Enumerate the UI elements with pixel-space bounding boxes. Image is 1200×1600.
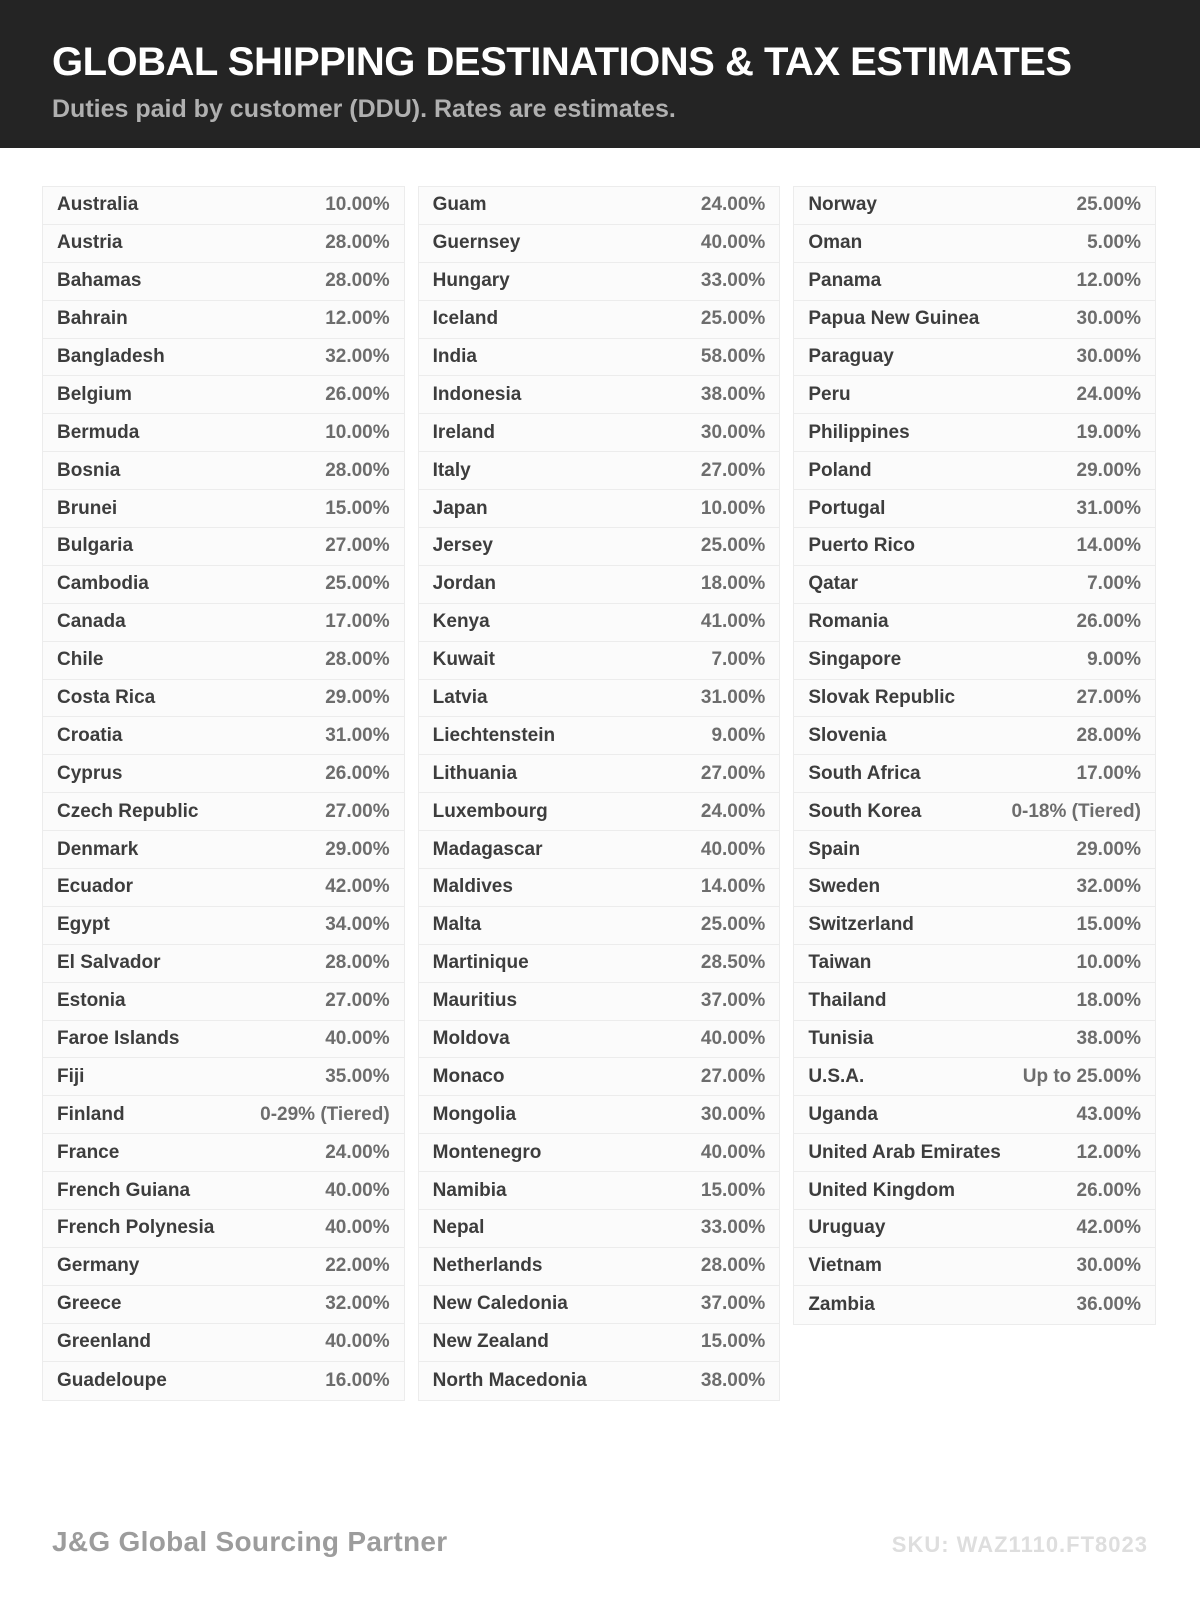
country-name: U.S.A. [808,1065,865,1087]
table-row [43,869,404,907]
table-row [419,869,780,907]
table-row [794,263,1155,301]
country-name: Czech Republic [57,800,199,822]
tax-rate: 12.00% [1076,1141,1141,1163]
table-row [43,831,404,869]
tax-rate: 37.00% [700,1293,766,1315]
table-row [419,452,780,490]
table-row [419,414,780,452]
country-name: Ecuador [57,876,134,898]
country-name: Bahamas [57,270,142,292]
tax-rate: 32.00% [1076,876,1141,898]
table-row [794,225,1155,263]
tax-rate: 34.00% [325,914,390,936]
country-name: Uruguay [808,1217,886,1239]
tax-rate: 40.00% [325,1179,390,1201]
tax-rate: 15.00% [1076,914,1141,936]
table-row [794,490,1155,528]
tax-rate: 7.00% [711,649,766,671]
tax-rate: 29.00% [1076,459,1141,481]
tax-rate: 28.00% [1076,724,1141,746]
tax-rate: 25.00% [700,535,766,557]
country-name: Italy [432,459,471,481]
tax-rate: 12.00% [325,308,390,330]
country-name: India [432,346,477,367]
table-row [794,831,1155,869]
country-name: Cambodia [57,573,149,595]
country-name: Guernsey [432,232,521,254]
table-row [419,225,780,263]
country-name: Romania [808,611,889,633]
country-name: Bahrain [57,308,128,330]
tax-rate: 31.00% [325,724,390,746]
country-name: Mongolia [432,1103,517,1125]
table-row [43,604,404,642]
table-row [794,604,1155,642]
country-name: Egypt [57,914,110,936]
country-name: Ireland [432,421,495,443]
table-row [419,1286,780,1324]
tax-rate: 25.00% [700,308,766,330]
table-row [794,1058,1155,1096]
country-name: Moldova [432,1028,510,1050]
country-name: Namibia [432,1179,507,1201]
country-name: Germany [57,1255,140,1277]
tax-rate: 25.00% [325,573,390,595]
tax-rate: 25.00% [700,914,766,936]
country-name: Liechtenstein [432,724,556,746]
table-row [794,1210,1155,1248]
table-row [794,755,1155,793]
table-row [794,1248,1155,1286]
tax-rate: 28.00% [325,649,390,671]
tax-rate: 30.00% [700,1103,766,1125]
table-row [419,907,780,945]
table-row [794,1021,1155,1059]
tax-rate: 10.00% [700,497,766,519]
country-name: Fiji [57,1065,85,1087]
tax-rate: 15.00% [700,1331,766,1353]
country-name: Malta [432,914,482,936]
table-row [43,717,404,755]
tax-rate: 10.00% [325,194,390,216]
tax-rate: 42.00% [1076,1217,1141,1239]
tax-rate: 26.00% [325,762,390,784]
tax-rate: 58.00% [700,346,766,367]
country-name: Vietnam [808,1255,882,1277]
tax-rate: 15.00% [325,497,390,519]
table-row [43,452,404,490]
tax-rate: 40.00% [700,838,766,860]
tax-rate: Up to 25.00% [1022,1065,1141,1087]
tax-rate: 24.00% [325,1141,390,1163]
tax-rate: 26.00% [1076,1179,1141,1201]
table-row [43,566,404,604]
table-row [419,490,780,528]
table-row [419,1362,780,1400]
table-row [794,907,1155,945]
table-row [419,642,780,680]
table-row [794,1096,1155,1134]
country-name: Costa Rica [57,687,156,709]
table-row [794,793,1155,831]
country-name: Indonesia [432,383,522,405]
table-row [43,1096,404,1134]
country-name: French Polynesia [57,1217,215,1239]
country-name: New Caledonia [432,1293,568,1315]
table-row [794,945,1155,983]
tax-rate: 24.00% [1076,383,1141,405]
tax-rate: 28.00% [325,232,390,254]
table-row [419,717,780,755]
country-name: Jordan [432,573,497,595]
table-row [794,452,1155,490]
country-name: Norway [808,194,877,216]
tax-rate: 33.00% [700,270,766,292]
table-row [419,528,780,566]
tax-rate: 27.00% [325,990,390,1012]
tax-rate: 28.00% [325,459,390,481]
tax-rate: 30.00% [1076,346,1141,367]
tax-rate: 27.00% [1076,687,1141,709]
country-name: Taiwan [808,952,872,974]
table-row [794,339,1155,377]
country-name: Bosnia [57,459,121,481]
table-row [43,1324,404,1362]
country-name: Estonia [57,990,126,1012]
table-row [419,1172,780,1210]
tax-rate: 41.00% [700,611,766,633]
tax-rate: 26.00% [1076,611,1141,633]
tax-rate: 38.00% [700,383,766,405]
country-name: Luxembourg [432,800,548,822]
country-name: Monaco [432,1065,505,1087]
country-name: Netherlands [432,1255,543,1277]
table-row [794,187,1155,225]
table-row [419,831,780,869]
table-row [419,983,780,1021]
table-row [43,1021,404,1059]
table-row [419,566,780,604]
country-name: Madagascar [432,838,543,860]
table-row [419,1021,780,1059]
tax-rate: 42.00% [325,876,390,898]
table-row [43,414,404,452]
tax-rate: 5.00% [1087,232,1141,254]
tax-rate: 22.00% [325,1255,390,1277]
tax-rate: 27.00% [700,762,766,784]
table-row [43,528,404,566]
tax-rate: 40.00% [325,1028,390,1050]
tax-rate: 18.00% [700,573,766,595]
tax-rate: 10.00% [1076,952,1141,974]
tax-rate: 29.00% [325,687,390,709]
table-row [419,680,780,718]
table-row [419,755,780,793]
table-row [43,225,404,263]
country-name: Finland [57,1103,125,1125]
country-name: Martinique [432,952,529,974]
table-row [794,1172,1155,1210]
country-name: Zambia [808,1293,875,1315]
country-name: Japan [432,497,488,519]
tax-rate: 40.00% [700,1141,766,1163]
tax-rate: 25.00% [1076,194,1141,216]
footer [0,1526,1200,1600]
country-name: Thailand [808,990,887,1012]
table-row [43,945,404,983]
table-row [43,339,404,377]
tax-rate: 15.00% [700,1179,766,1201]
table-row [794,1286,1155,1324]
country-name: Sweden [808,876,881,898]
table-row [43,642,404,680]
tax-rate: 10.00% [325,421,390,443]
sku-label: SKU: WAZ1110.FT8023 [891,1532,1148,1557]
tax-rate: 7.00% [1087,573,1141,595]
country-name: South Africa [808,762,921,784]
table-row [43,1210,404,1248]
country-name: France [57,1141,120,1163]
country-name: Singapore [808,649,902,671]
tax-rate: 33.00% [700,1217,766,1239]
tax-rate: 35.00% [325,1065,390,1087]
tax-rate: 28.00% [325,952,390,974]
table-row [419,945,780,983]
country-name: Bulgaria [57,535,134,557]
tax-rate: 37.00% [700,990,766,1012]
table-row [43,793,404,831]
country-name: Maldives [432,876,513,898]
country-name: United Kingdom [808,1179,956,1201]
table-row [419,1210,780,1248]
country-name: Nepal [432,1217,485,1239]
country-name: Paraguay [808,346,894,367]
country-name: Kenya [432,611,490,633]
country-name: French Guiana [57,1179,191,1201]
tax-rate: 0-18% (Tiered) [1011,800,1141,822]
tax-rate: 18.00% [1076,990,1141,1012]
tax-rate: 17.00% [1076,762,1141,784]
country-name: Peru [808,383,851,405]
tax-rate: 0-29% (Tiered) [260,1103,390,1125]
table-row [419,1248,780,1286]
country-name: Guadeloupe [57,1369,167,1391]
country-name: Qatar [808,573,858,595]
country-name: Tunisia [808,1028,874,1050]
country-name: Greece [57,1293,122,1315]
country-name: Lithuania [432,762,518,784]
country-name: Oman [808,232,863,254]
tax-rate: 29.00% [325,838,390,860]
country-name: Mauritius [432,990,518,1012]
country-name: Montenegro [432,1141,542,1163]
tax-rate: 38.00% [700,1369,766,1391]
country-name: Guam [432,194,487,216]
tax-table [42,186,1156,1401]
table-row [794,642,1155,680]
country-name: Uganda [808,1103,879,1125]
table-row [43,983,404,1021]
table-row [43,187,404,225]
table-row [43,301,404,339]
tax-rate: 26.00% [325,383,390,405]
country-name: Slovak Republic [808,687,956,709]
country-name: Greenland [57,1331,151,1353]
country-name: Australia [57,194,139,216]
table-row [794,301,1155,339]
country-name: Canada [57,611,126,633]
tax-table-column-3 [793,186,1156,1325]
table-row [419,339,780,377]
tax-rate: 28.50% [700,952,766,974]
country-name: Cyprus [57,762,123,784]
tax-rate: 27.00% [700,1065,766,1087]
table-row [419,376,780,414]
country-name: North Macedonia [432,1369,587,1391]
tax-rate: 24.00% [700,800,766,822]
tax-rate: 32.00% [325,1293,390,1315]
table-row [794,376,1155,414]
country-name: Croatia [57,724,123,746]
brand-name: J&G Global Sourcing Partner [52,1526,448,1557]
table-row [419,1324,780,1362]
table-row [419,1134,780,1172]
country-name: Chile [57,649,104,671]
tax-rate: 28.00% [325,270,390,292]
tax-rate: 9.00% [1087,649,1141,671]
country-name: Panama [808,270,882,292]
table-row [794,566,1155,604]
table-row [419,793,780,831]
table-row [419,301,780,339]
header-banner [0,0,1200,148]
table-row [43,1286,404,1324]
country-name: Slovenia [808,724,887,746]
country-name: Hungary [432,270,510,292]
tax-table-column-2 [418,186,781,1401]
country-name: Kuwait [432,649,495,671]
page-subtitle: Duties paid by customer (DDU). Rates are estimates. [52,95,676,123]
country-name: Poland [808,459,872,481]
tax-rate: 31.00% [1076,497,1141,519]
country-name: Philippines [808,421,910,443]
country-name: Bangladesh [57,346,165,367]
tax-rate: 27.00% [700,459,766,481]
tax-table-column-1 [42,186,405,1401]
table-row [43,1248,404,1286]
country-name: Austria [57,232,123,254]
table-row [794,414,1155,452]
country-name: South Korea [808,800,922,822]
tax-rate: 38.00% [1076,1028,1141,1050]
tax-rate: 30.00% [1076,1255,1141,1277]
table-row [43,490,404,528]
table-row [419,263,780,301]
tax-rate: 16.00% [325,1369,390,1391]
country-name: El Salvador [57,952,161,974]
tax-rate: 14.00% [1076,535,1141,557]
country-name: Belgium [57,383,132,405]
tax-rate: 31.00% [700,687,766,709]
tax-rate: 14.00% [700,876,766,898]
table-row [419,1058,780,1096]
table-row [43,1134,404,1172]
tax-rate: 36.00% [1076,1293,1141,1315]
tax-rate: 30.00% [700,421,766,443]
tax-rate: 43.00% [1076,1103,1141,1125]
country-name: Faroe Islands [57,1028,180,1050]
table-row [43,376,404,414]
tax-rate: 29.00% [1076,838,1141,860]
tax-rate: 40.00% [325,1217,390,1239]
tax-rate: 27.00% [325,800,390,822]
country-name: Iceland [432,308,499,330]
tax-rate: 17.00% [325,611,390,633]
country-name: Latvia [432,687,488,709]
tax-rate: 40.00% [700,1028,766,1050]
table-row [419,1096,780,1134]
table-row [43,907,404,945]
tax-rate: 12.00% [1076,270,1141,292]
table-row [794,1134,1155,1172]
country-name: Switzerland [808,914,914,936]
tax-rate: 27.00% [325,535,390,557]
tax-rate: 40.00% [700,232,766,254]
table-row [43,1172,404,1210]
country-name: Denmark [57,838,139,860]
table-row [794,717,1155,755]
tax-rate: 9.00% [711,724,766,746]
country-name: New Zealand [432,1331,549,1353]
country-name: Puerto Rico [808,535,915,557]
table-row [794,528,1155,566]
tax-rate: 28.00% [700,1255,766,1277]
table-row [43,680,404,718]
country-name: United Arab Emirates [808,1141,1001,1163]
table-row [794,983,1155,1021]
table-row [43,755,404,793]
tax-rate: 24.00% [700,194,766,216]
table-row [43,1362,404,1400]
table-row [419,604,780,642]
country-name: Brunei [57,497,118,519]
country-name: Portugal [808,497,886,519]
page-title: GLOBAL SHIPPING DESTINATIONS & TAX ESTIMATES [52,40,1072,84]
table-row [419,187,780,225]
country-name: Jersey [432,535,493,557]
country-name: Papua New Guinea [808,308,980,330]
tax-rate: 19.00% [1076,421,1141,443]
tax-rate: 40.00% [325,1331,390,1353]
country-name: Spain [808,838,861,860]
country-name: Bermuda [57,421,140,443]
table-row [794,680,1155,718]
table-row [794,869,1155,907]
table-row [43,1058,404,1096]
tax-rate: 30.00% [1076,308,1141,330]
tax-rate: 32.00% [325,346,390,367]
table-row [43,263,404,301]
